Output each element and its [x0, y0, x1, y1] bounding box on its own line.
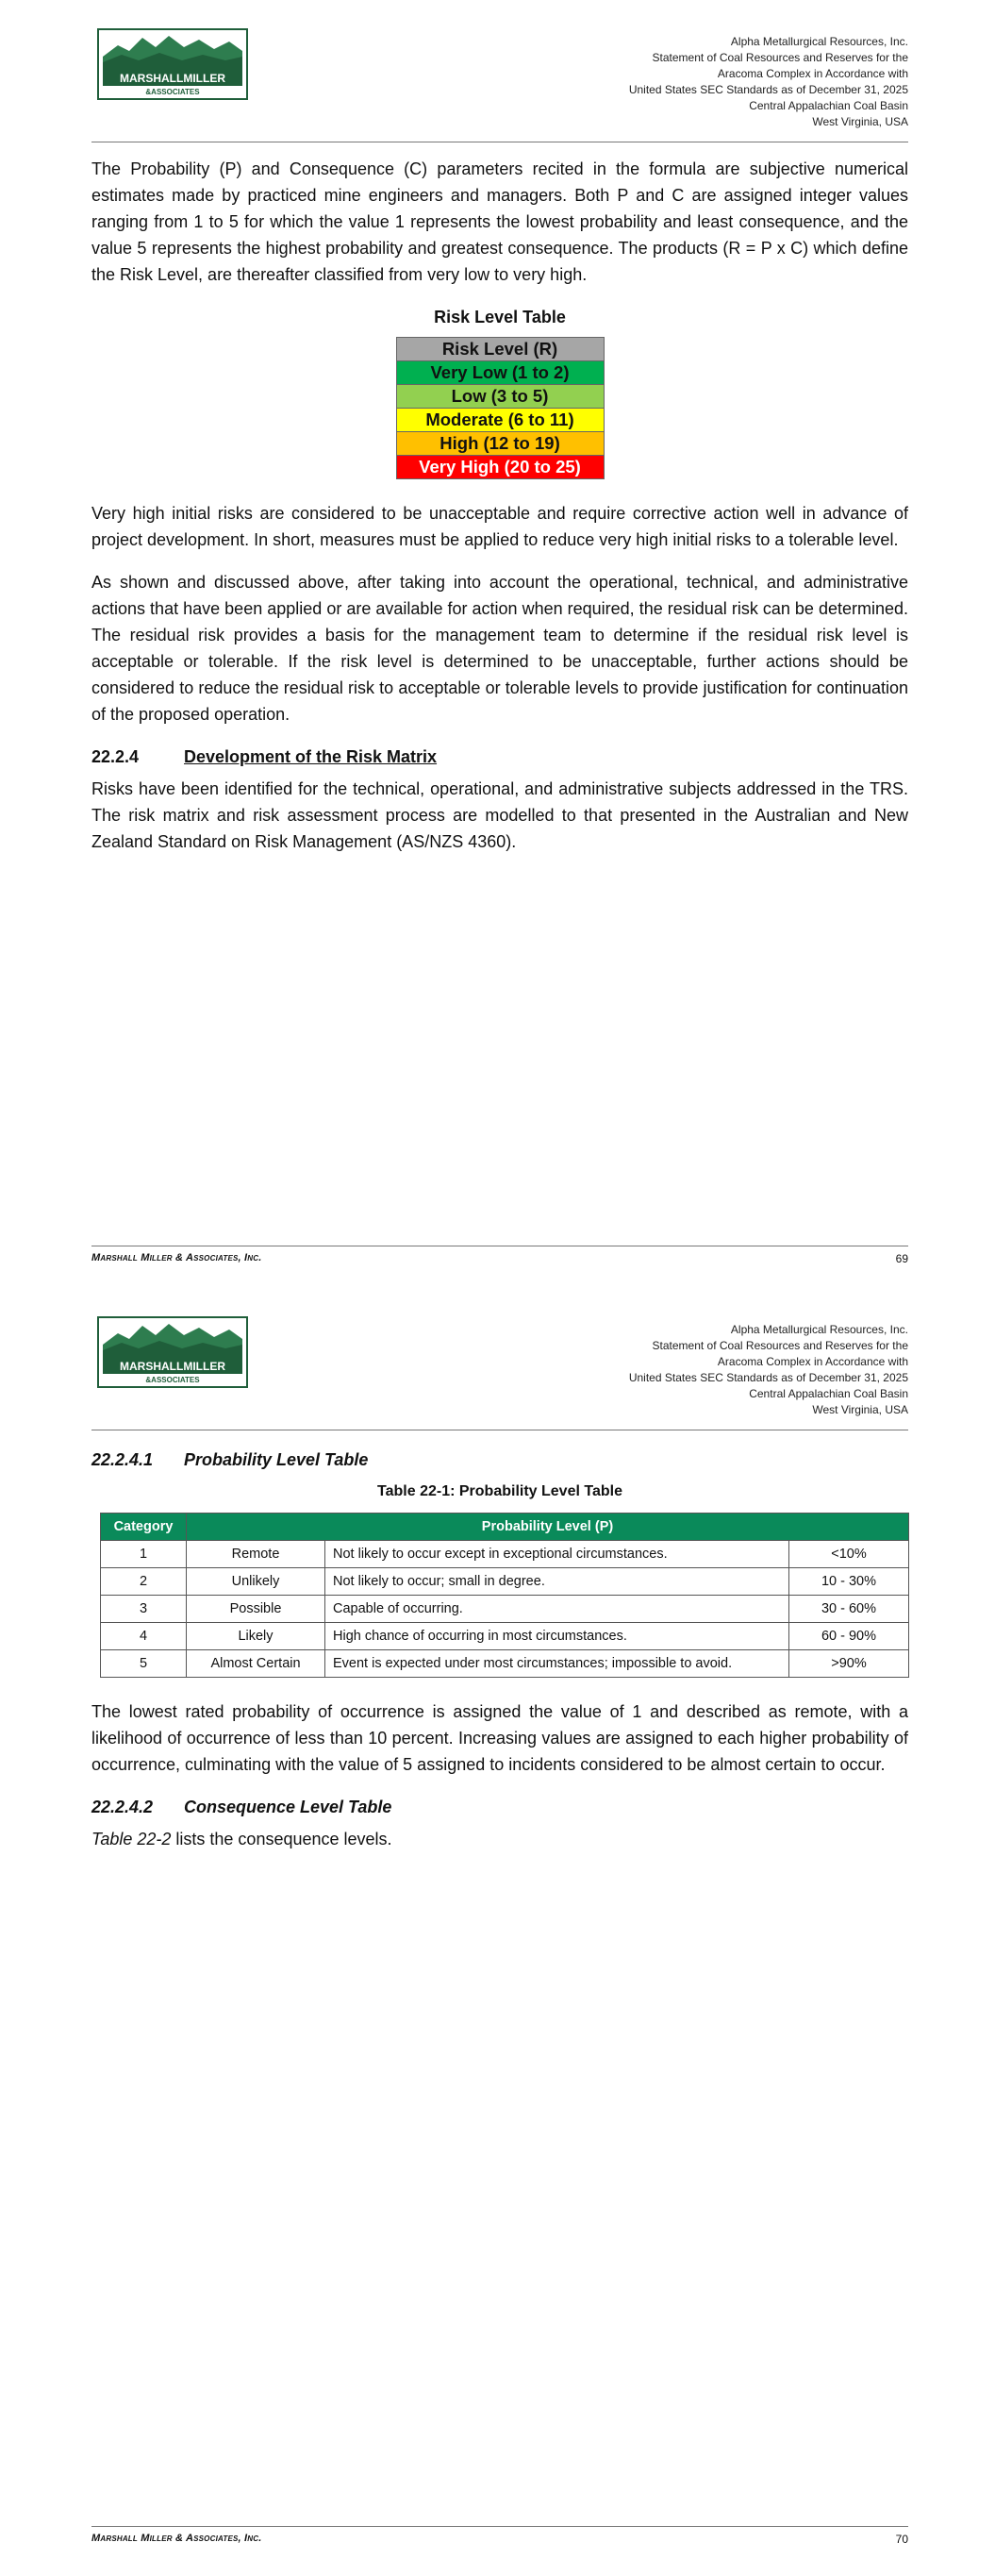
page-header — [512, 34, 908, 130]
percentage-cell: 10 - 30% — [789, 1568, 909, 1596]
description-cell: Not likely to occur except in exceptional circumstances. — [325, 1541, 789, 1568]
header-line: Statement of Coal Resources and Reserves for the — [652, 1339, 908, 1352]
description-cell: Not likely to occur; small in degree. — [325, 1568, 789, 1596]
category-cell: 1 — [101, 1541, 187, 1568]
subsection-title: Probability Level Table — [184, 1450, 369, 1469]
risk-table-title: Risk Level Table — [434, 308, 566, 326]
table-reference-link[interactable]: Table 22-2 — [91, 1830, 172, 1848]
svg-text:MARSHALLMILLER: MARSHALLMILLER — [120, 1360, 225, 1373]
page-body — [91, 1447, 908, 1868]
percentage-cell: 60 - 90% — [789, 1623, 909, 1650]
subsection-number: 22.2.4.1 — [91, 1450, 154, 1469]
paragraph: Very high initial risks are considered to be unacceptable and require corrective action well in advance of project development. In short, measures must be applied to reduce very high initial risks to a tolerable level. — [91, 504, 908, 549]
probability-level-table — [100, 1513, 909, 1678]
page-body — [91, 156, 908, 871]
risk-table-row — [396, 409, 604, 432]
percentage-cell: >90% — [789, 1650, 909, 1678]
risk-table-row — [396, 456, 604, 479]
probability-level-cell: Remote — [187, 1541, 325, 1568]
svg-text:&ASSOCIATES: &ASSOCIATES — [145, 88, 200, 96]
paragraph: As shown and discussed above, after taking into account the operational, technical, and administrative actions that have been applied or are available for action when required, the residual risk can be determined. The residual risk provides a basis for the management team to determine if the residual risk level is acceptable or tolerable. If the risk level is determined to be unacceptable, further actions should be considered to reduce the residual risk to acceptable or tolerable levels to provide justification for continuation of the proposed operation. — [91, 573, 908, 724]
page-header — [512, 1322, 908, 1418]
subsection-heading — [91, 1447, 908, 1473]
subsection-number: 22.2.4.2 — [91, 1798, 154, 1816]
description-cell: Capable of occurring. — [325, 1596, 789, 1623]
column-header-probability: Probability Level (P) — [187, 1514, 909, 1541]
paragraph — [91, 1826, 908, 1852]
category-cell: 5 — [101, 1650, 187, 1678]
marshall-miller-logo — [97, 1316, 248, 1388]
section-title: Development of the Risk Matrix — [184, 747, 438, 766]
percentage-cell: <10% — [789, 1541, 909, 1568]
header-line: Central Appalachian Coal Basin — [749, 1387, 908, 1400]
risk-level-cell: Moderate (6 to 11) — [396, 409, 604, 432]
paragraph-text: lists the consequence levels. — [171, 1830, 392, 1848]
table-caption: Table 22-1: Probability Level Table — [377, 1483, 622, 1499]
risk-level-cell: High (12 to 19) — [396, 432, 604, 456]
footer-company: Marshall Miller & Associates, Inc. — [91, 1252, 262, 1263]
header-line: Alpha Metallurgical Resources, Inc. — [730, 35, 908, 48]
header-line: Alpha Metallurgical Resources, Inc. — [730, 1323, 908, 1336]
probability-level-cell: Unlikely — [187, 1568, 325, 1596]
category-cell: 4 — [101, 1623, 187, 1650]
header-line: West Virginia, USA — [812, 115, 908, 128]
header-line: Aracoma Complex in Accordance with — [717, 1355, 908, 1368]
header-line: Aracoma Complex in Accordance with — [717, 67, 908, 80]
description-cell: High chance of occurring in most circumstances. — [325, 1623, 789, 1650]
footer-company: Marshall Miller & Associates, Inc. — [91, 2533, 262, 2544]
header-line: West Virginia, USA — [812, 1403, 908, 1416]
svg-text:&ASSOCIATES: &ASSOCIATES — [145, 1376, 200, 1384]
table-row — [101, 1568, 909, 1596]
description-cell: Event is expected under most circumstances; impossible to avoid. — [325, 1650, 789, 1678]
probability-level-cell: Possible — [187, 1596, 325, 1623]
category-cell: 3 — [101, 1596, 187, 1623]
risk-level-cell: Very Low (1 to 2) — [396, 361, 604, 385]
risk-table-row — [396, 385, 604, 409]
footer-divider — [91, 2526, 908, 2527]
table-row — [101, 1623, 909, 1650]
percentage-cell: 30 - 60% — [789, 1596, 909, 1623]
risk-table-row — [396, 338, 604, 361]
subsection-title: Consequence Level Table — [184, 1798, 392, 1816]
table-row — [101, 1650, 909, 1678]
risk-table-header: Risk Level (R) — [396, 338, 604, 361]
risk-level-cell: Very High (20 to 25) — [396, 456, 604, 479]
column-header-category: Category — [101, 1514, 187, 1541]
table-row — [101, 1596, 909, 1623]
header-line: Statement of Coal Resources and Reserves for the — [652, 51, 908, 64]
section-number: 22.2.4 — [91, 747, 140, 766]
paragraph: The Probability (P) and Consequence (C) parameters recited in the formula are subjective numerical estimates made by practiced mine engineers and managers. Both P and C are assigned integer values ranging from 1 to 5 for which the value 1 represents the lowest probability and least consequence, and the value 5 represents the highest probability and greatest consequence. The products (R = P x C) which define the Risk Level, are thereafter classified from very low to very high. — [91, 159, 908, 284]
probability-level-cell: Likely — [187, 1623, 325, 1650]
category-cell: 2 — [101, 1568, 187, 1596]
header-line: Central Appalachian Coal Basin — [749, 99, 908, 112]
risk-table-row — [396, 361, 604, 385]
page-70 — [0, 1288, 995, 2576]
paragraph: The lowest rated probability of occurrence is assigned the value of 1 and described as remote, with a likelihood of occurrence of less than 10 percent. Increasing values are assigned to each higher probability of occurrence, culminating with the value of 5 assigned to incidents considered to be almost certain to occur. — [91, 1702, 908, 1774]
section-heading — [91, 744, 908, 770]
page-number: 69 — [895, 1252, 908, 1265]
svg-text:MARSHALLMILLER: MARSHALLMILLER — [120, 72, 225, 85]
risk-table-row — [396, 432, 604, 456]
page-69 — [0, 0, 995, 1283]
probability-level-cell: Almost Certain — [187, 1650, 325, 1678]
page-number: 70 — [895, 2533, 908, 2546]
header-line: United States SEC Standards as of December 31, 2025 — [628, 83, 908, 96]
marshall-miller-logo — [97, 28, 248, 100]
risk-level-cell: Low (3 to 5) — [396, 385, 604, 409]
paragraph: Risks have been identified for the technical, operational, and administrative subjects addressed in the TRS. The risk matrix and risk assessment process are modelled to that presented in the Australian and New Zealand Standard on Risk Management (AS/NZS 4360). — [91, 779, 908, 851]
table-row — [101, 1541, 909, 1568]
risk-level-table — [396, 337, 605, 479]
subsection-heading — [91, 1794, 908, 1820]
header-line: United States SEC Standards as of December 31, 2025 — [628, 1371, 908, 1384]
